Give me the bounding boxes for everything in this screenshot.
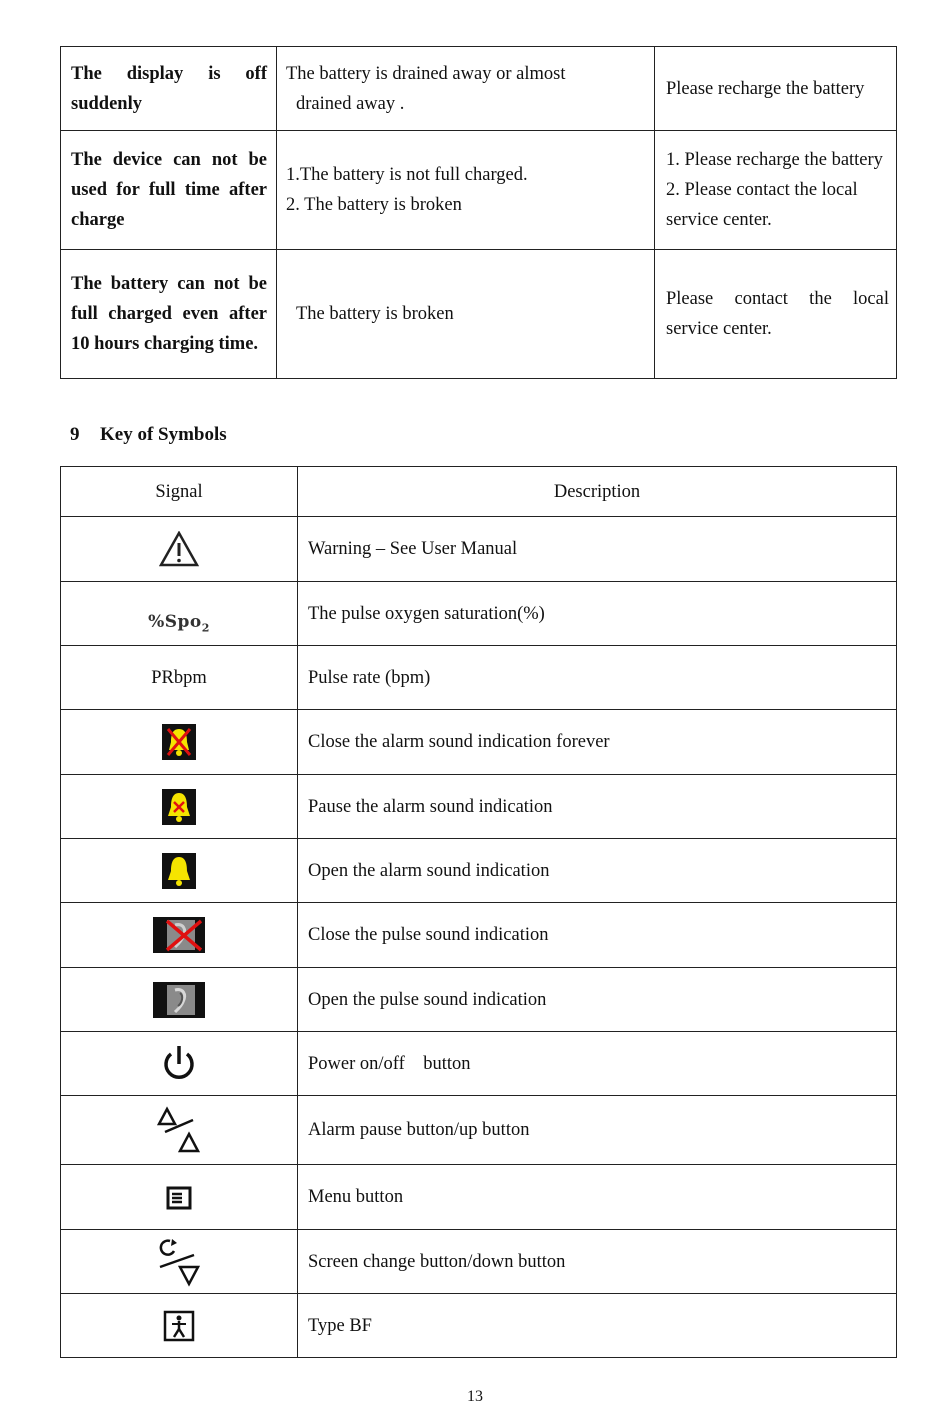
symbol-description: Open the alarm sound indication	[298, 839, 897, 903]
cause-cell	[277, 47, 655, 131]
pulse-sound-off-icon	[153, 917, 205, 953]
spo2-subscript: 2	[201, 621, 210, 635]
symbol-description: Screen change button/down button	[298, 1230, 897, 1294]
spo2-label	[148, 612, 210, 635]
screen-change-down-icon	[156, 1237, 202, 1287]
table-row	[61, 839, 897, 903]
pulse-sound-on-icon	[153, 982, 205, 1018]
table-row	[61, 1230, 897, 1294]
table-row	[61, 1096, 897, 1165]
table-header-row	[61, 467, 897, 517]
page-number: 13	[467, 1388, 483, 1405]
symbol-description: Pause the alarm sound indication	[298, 775, 897, 839]
power-icon	[161, 1044, 197, 1084]
symbol-description: Close the alarm sound indication forever	[298, 710, 897, 775]
symbols-table	[60, 466, 897, 1358]
table-row	[61, 1294, 897, 1358]
cause-line: 1.The battery is not full charged.	[286, 165, 528, 185]
symbol-description: Type BF	[298, 1294, 897, 1358]
problem-cell: The battery can not be full charged even after 10 hours charging time.	[61, 250, 277, 379]
table-row	[61, 131, 897, 250]
description-header: Description	[298, 467, 897, 517]
symbol-description: Warning – See User Manual	[298, 517, 897, 582]
solution-line: 2. Please contact the local service center.	[666, 180, 858, 230]
table-row	[61, 968, 897, 1032]
spo2-text: %Spo	[148, 612, 202, 633]
table-row	[61, 646, 897, 710]
alarm-pause-icon	[162, 789, 196, 825]
symbol-description: Close the pulse sound indication	[298, 903, 897, 968]
alarm-off-icon	[162, 724, 196, 760]
problem-cell: The device can not be used for full time after charge	[61, 131, 277, 250]
warning-triangle-icon	[159, 531, 199, 567]
symbol-description: The pulse oxygen saturation(%)	[298, 582, 897, 646]
solution-line: 1. Please recharge the battery	[666, 150, 883, 170]
table-row	[61, 1032, 897, 1096]
cause-cell	[277, 131, 655, 250]
table-row	[61, 517, 897, 582]
signal-header: Signal	[61, 467, 298, 517]
table-row	[61, 903, 897, 968]
alarm-pause-up-icon	[157, 1106, 201, 1154]
table-row	[61, 250, 897, 379]
solution-cell: Please recharge the battery	[655, 47, 897, 131]
cause-line: drained away .	[296, 93, 405, 114]
problem-cell: The display is off suddenly	[61, 47, 277, 131]
table-row	[61, 582, 897, 646]
menu-icon	[166, 1186, 192, 1210]
cause-line: The battery is drained away or almost	[286, 63, 566, 84]
alarm-on-icon	[162, 853, 196, 889]
section-number: 9	[70, 424, 80, 445]
table-row	[61, 1165, 897, 1230]
solution-cell	[655, 131, 897, 250]
section-title: Key of Symbols	[100, 424, 227, 445]
cause-cell: The battery is broken	[277, 250, 655, 379]
symbol-description: Power on/off button	[298, 1032, 897, 1096]
symbol-description: Alarm pause button/up button	[298, 1096, 897, 1165]
pr-bpm-label: PRbpm	[61, 646, 298, 710]
table-row	[61, 47, 897, 131]
section-heading	[70, 424, 227, 446]
table-row	[61, 775, 897, 839]
symbol-description: Open the pulse sound indication	[298, 968, 897, 1032]
cause-line: 2. The battery is broken	[286, 195, 462, 215]
table-row	[61, 710, 897, 775]
solution-cell: Please contact the local service center.	[655, 250, 897, 379]
type-bf-icon	[163, 1310, 195, 1342]
symbol-description: Menu button	[298, 1165, 897, 1230]
symbol-description: Pulse rate (bpm)	[298, 646, 897, 710]
troubleshooting-table	[60, 46, 897, 379]
